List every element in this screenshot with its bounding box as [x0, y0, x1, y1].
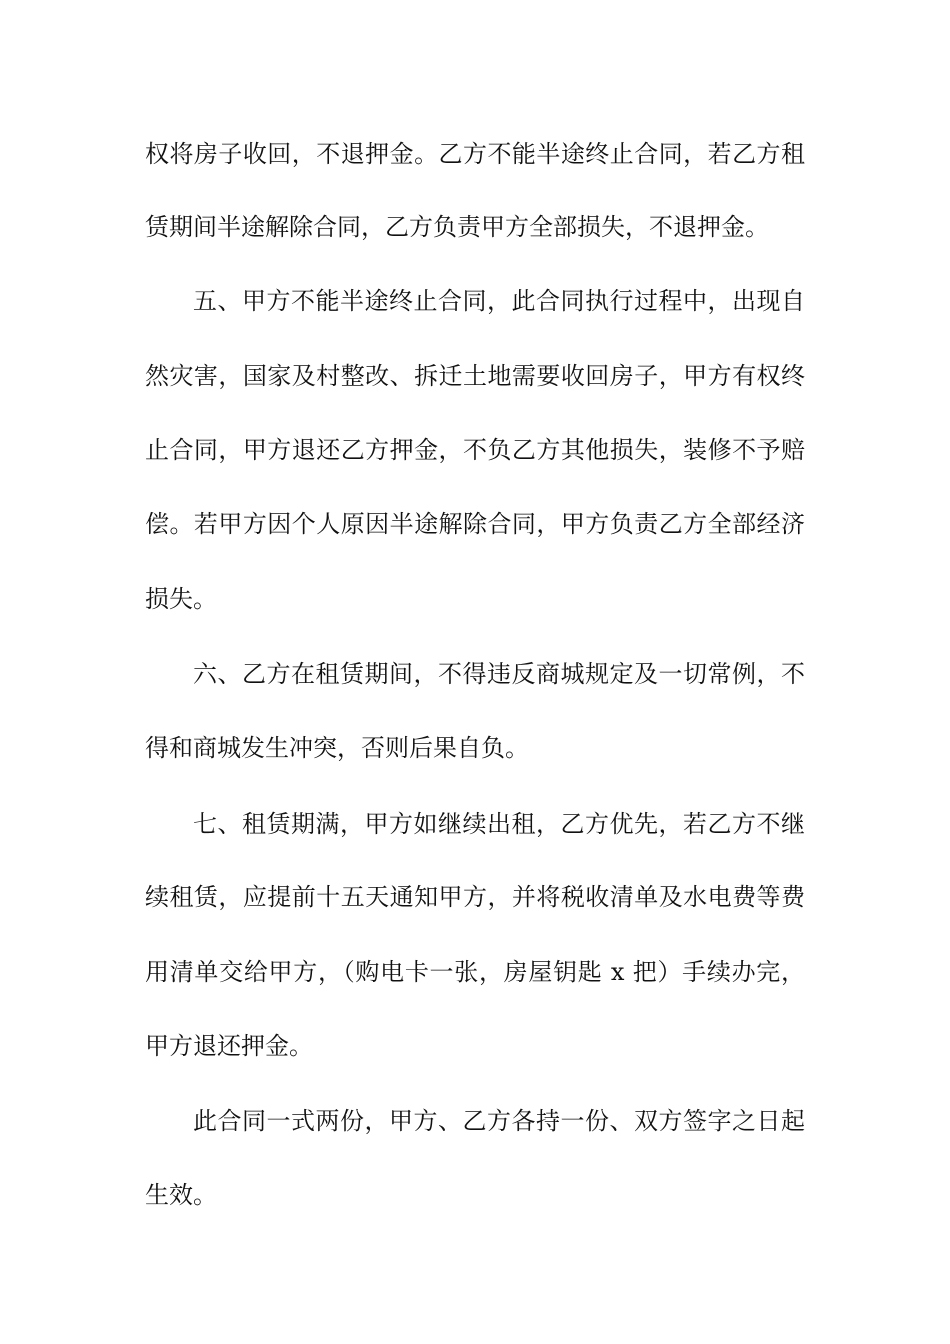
closing-paragraph-start: 此合同一式两份，甲方、乙方各持一份、双方签字之日起: [193, 1107, 805, 1135]
text-line: 甲方退还押金。: [145, 1032, 313, 1060]
text-line: 偿。若甲方因个人原因半途解除合同，甲方负责乙方全部经济: [145, 510, 805, 538]
text-line: 得和商城发生冲突，否则后果自负。: [145, 734, 529, 762]
text-line: 用清单交给甲方，（购电卡一张，房屋钥匙 x 把）手续办完，: [145, 958, 805, 986]
paragraph-seven-start: 七、租赁期满，甲方如继续出租，乙方优先，若乙方不继: [193, 810, 805, 838]
paragraph-six-start: 六、乙方在租赁期间，不得违反商城规定及一切常例，不: [193, 660, 805, 688]
text-line: 止合同，甲方退还乙方押金，不负乙方其他损失，装修不予赔: [145, 436, 805, 464]
paragraph-five-start: 五、甲方不能半途终止合同，此合同执行过程中，出现自: [193, 287, 805, 315]
text-line: 损失。: [145, 585, 217, 613]
text-line: 然灾害，国家及村整改、拆迁土地需要收回房子，甲方有权终: [145, 362, 805, 390]
text-line: 权将房子收回，不退押金。乙方不能半途终止合同，若乙方租: [145, 140, 805, 168]
text-line: 赁期间半途解除合同，乙方负责甲方全部损失，不退押金。: [145, 213, 769, 241]
text-line: 续租赁，应提前十五天通知甲方，并将税收清单及水电费等费: [145, 883, 805, 911]
text-line: 生效。: [145, 1181, 217, 1209]
